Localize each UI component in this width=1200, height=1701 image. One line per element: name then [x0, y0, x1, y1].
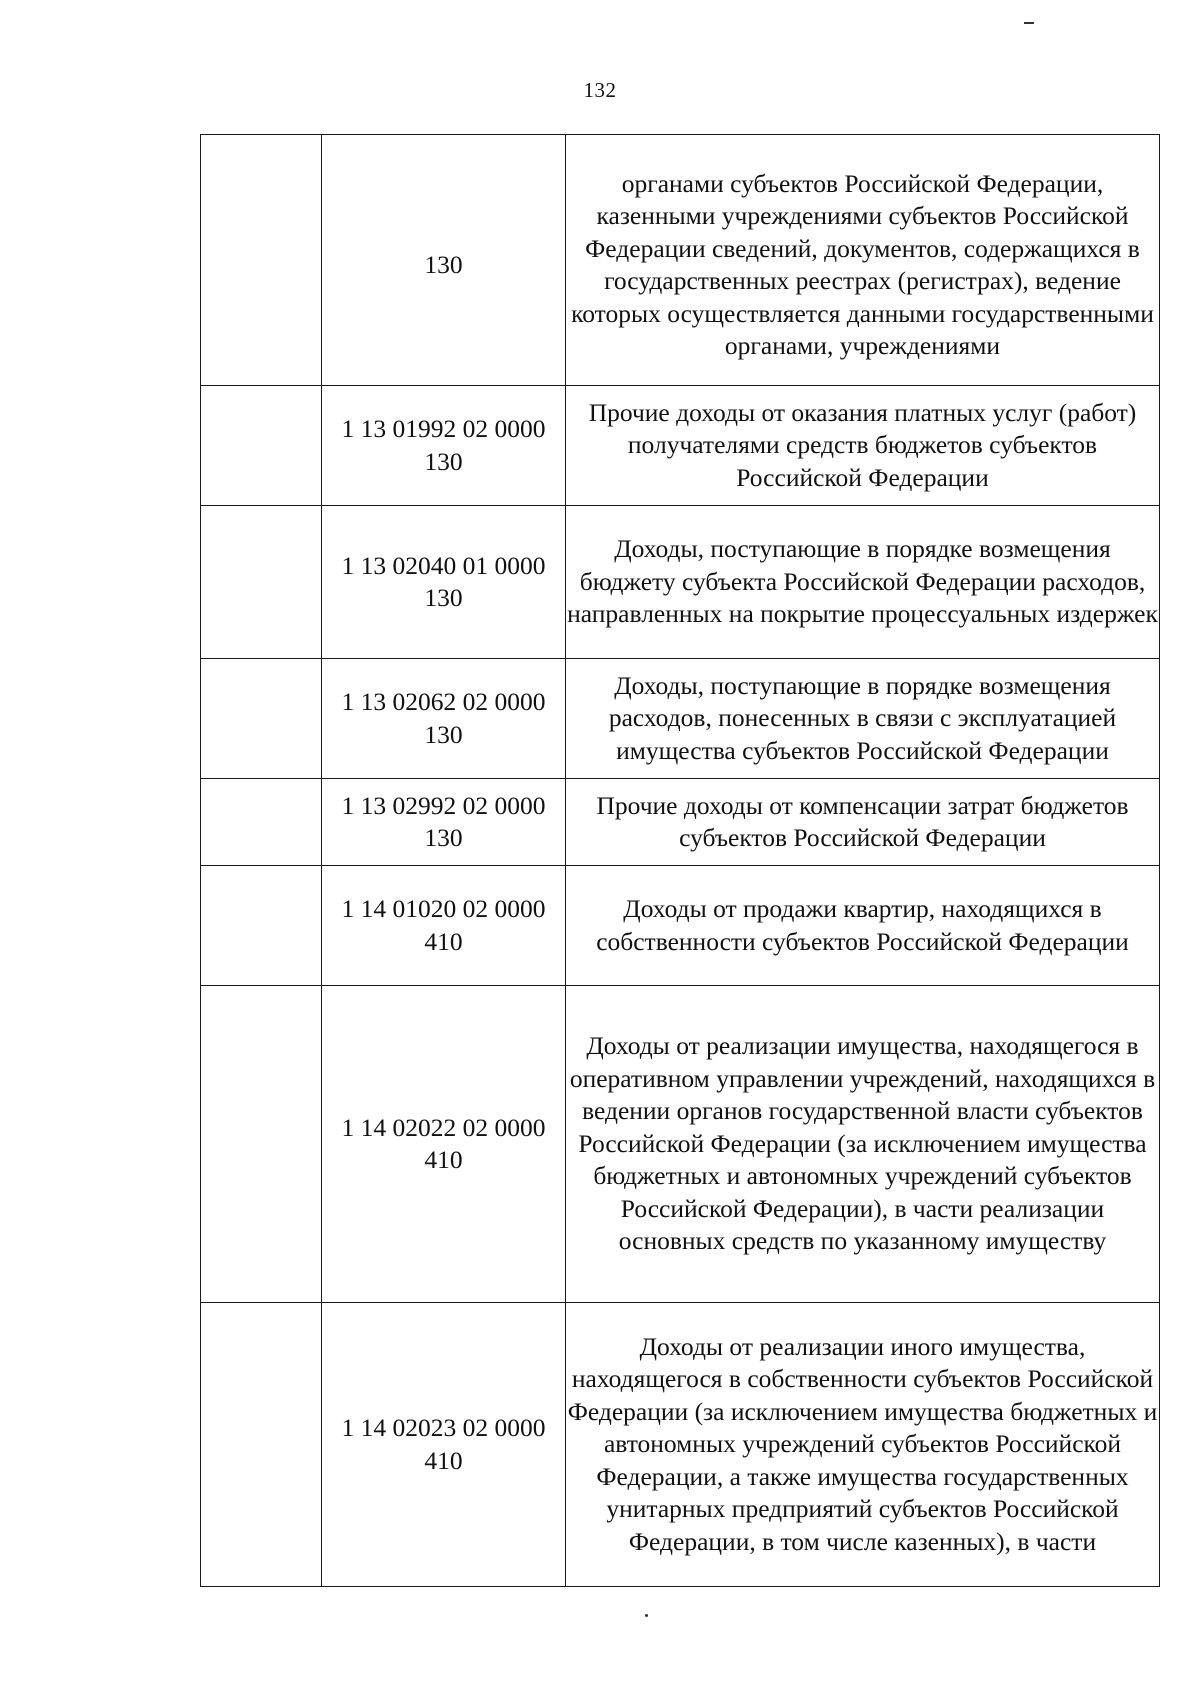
table-row [201, 659, 1160, 779]
table-row [201, 506, 1160, 659]
revenue-description-cell [566, 659, 1160, 779]
revenue-code-cell [322, 506, 566, 659]
revenue-code: 1 14 02023 02 0000 410 [341, 1413, 546, 1475]
revenue-code: 1 14 01020 02 0000 410 [341, 894, 546, 956]
revenue-description: Прочие доходы от компенсации затрат бюджетов субъектов Российской Федерации [596, 790, 1129, 852]
revenue-description-cell [566, 986, 1160, 1303]
revenue-code-cell [322, 135, 566, 386]
revenue-code: 1 14 02022 02 0000 410 [341, 1112, 546, 1174]
revenue-code: 1 13 01992 02 0000 130 [341, 414, 546, 476]
empty-cell [201, 1303, 322, 1587]
revenue-code-cell [322, 986, 566, 1303]
revenue-code-cell [322, 1303, 566, 1587]
revenue-code: 1 13 02062 02 0000 130 [341, 687, 546, 749]
empty-cell [201, 986, 322, 1303]
revenue-description-cell [566, 1303, 1160, 1587]
revenue-description: Доходы, поступающие в порядке возмещения бюджету субъекта Российской Федерации расходов, направленных на покрытие процессуальных издержек [567, 534, 1158, 629]
table-row [201, 866, 1160, 986]
revenue-description-cell [566, 135, 1160, 386]
empty-cell [201, 506, 322, 659]
page-number: 132 [583, 78, 617, 102]
empty-cell [201, 659, 322, 779]
scan-artifact-dot [645, 1614, 648, 1617]
revenue-code-cell [322, 659, 566, 779]
table-row [201, 135, 1160, 386]
revenue-code: 1 13 02040 01 0000 130 [341, 550, 546, 612]
revenue-code: 1 13 02992 02 0000 130 [341, 790, 546, 852]
revenue-description: Доходы от продажи квартир, находящихся в собственности субъектов Российской Федерации [596, 894, 1129, 956]
revenue-description: Доходы от реализации имущества, находящегося в оперативном управлении учреждений, находящихся в ведении органов государственной власти субъектов Российской Федерации (за исключением имущества бюджетных и автономных учреждений субъектов Российской Федерации), в части реализации основных средств по указанному имуществу [569, 1031, 1156, 1256]
empty-cell [201, 386, 322, 506]
revenue-description: Доходы от реализации иного имущества, находящегося в собственности субъектов Российской Федерации (за исключением имущества бюджетных и автономных учреждений субъектов Российской Федерации, а также имущества государственных унитарных предприятий субъектов Российской Федерации, в том числе казенных), в части [567, 1331, 1158, 1556]
revenue-description: Прочие доходы от оказания платных услуг (работ) получателями средств бюджетов субъектов Российской Федерации [588, 397, 1137, 492]
table-row [201, 986, 1160, 1303]
revenue-description-cell [566, 506, 1160, 659]
table-row [201, 779, 1160, 866]
revenue-code-cell [322, 386, 566, 506]
table-row [201, 1303, 1160, 1587]
empty-cell [201, 779, 322, 866]
empty-cell [201, 135, 322, 386]
revenue-description-cell [566, 386, 1160, 506]
table-row [201, 386, 1160, 506]
revenue-code-cell [322, 779, 566, 866]
revenue-description-cell [566, 866, 1160, 986]
revenue-code: 130 [424, 249, 463, 279]
scan-artifact-mark [1024, 22, 1034, 24]
revenue-code-cell [322, 866, 566, 986]
revenue-codes-table [200, 134, 1160, 1587]
revenue-description-cell [566, 779, 1160, 866]
revenue-description: Доходы, поступающие в порядке возмещения расходов, понесенных в связи с эксплуатацией имущества субъектов Российской Федерации [608, 670, 1117, 765]
empty-cell [201, 866, 322, 986]
revenue-description: органами субъектов Российской Федерации, казенными учреждениями субъектов Российской Федерации сведений, документов, содержащихся в государственных реестрах (регистрах), ведение которых осуществляется данными государственными органами, учреждениями [571, 168, 1154, 360]
